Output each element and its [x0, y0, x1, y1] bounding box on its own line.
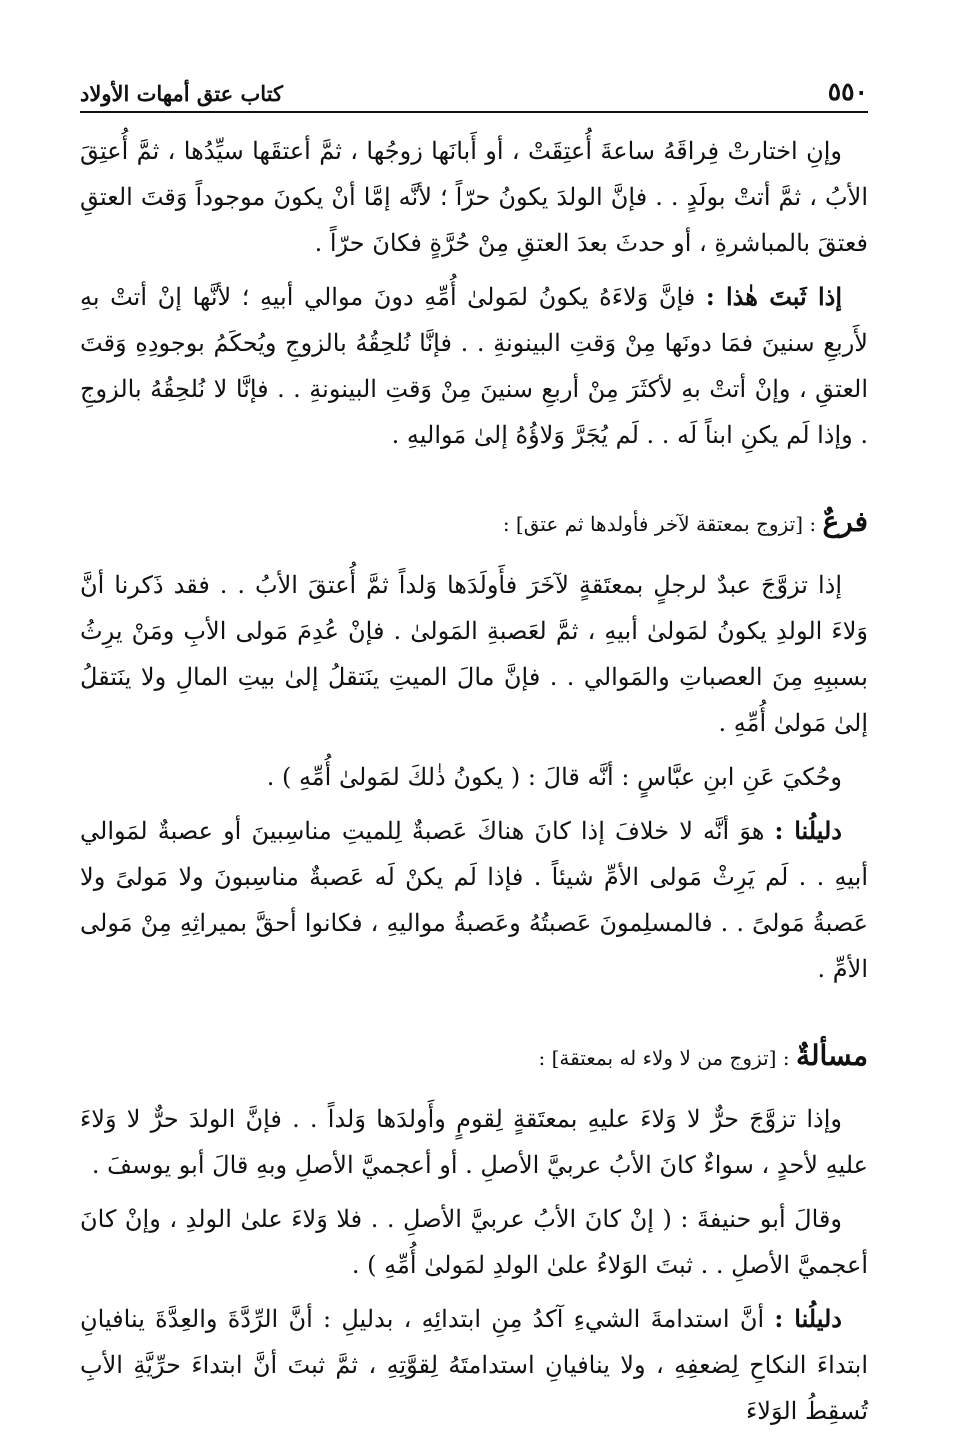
- paragraph-7: وقالَ أبو حنيفةَ : ( إنْ كانَ الأبُ عربيَّ الأصلِ . . فلا وَلاءَ علىٰ الولدِ ، وإنْ كانَ أعجميَّ الأصلِ . . ثبتَ الوَلاءُ علىٰ الولدِ لمَولىٰ أُمِّهِ ) .: [80, 1205, 868, 1279]
- section-subtitle: : [تزوج من لا ولاء له بمعتقة] :: [538, 1046, 796, 1070]
- page-number: ٥٥٠: [827, 77, 868, 106]
- section-heading-far: [80, 498, 868, 548]
- paragraph-2: [80, 274, 868, 458]
- paragraph-3: إذا تزوَّجَ عبدٌ لرجلٍ بمعتَقةٍ لآخَرَ فأَولَدَها وَلداً ثمَّ أُعتقَ الأبُ . . فقد ذَكرنا أنَّ وَلاءَ الولدِ يكونُ لمَولىٰ أبيهِ ، ثمَّ لعَصبةِ المَولىٰ . فإنْ عُدِمَ مَولى الأبِ ومَنْ يرِثُ بسببِهِ مِنَ العصباتِ والمَوالي . . فإنَّ مالَ الميتِ ينَتقلُ إلىٰ بيتِ المالِ ولا ينَتقلُ إلىٰ مَولىٰ أُمِّهِ .: [80, 571, 868, 737]
- section-heading-masala: [80, 1032, 868, 1082]
- header-rule: [80, 111, 868, 113]
- section-label: مسألةٌ: [795, 1039, 868, 1072]
- paragraph-5: [80, 808, 868, 992]
- section-subtitle: : [تزوج بمعتقة لآخر فأولدها ثم عتق] :: [502, 512, 823, 536]
- paragraph-4: وحُكيَ عَنِ ابنِ عبَّاسٍ : أنَّه قالَ : ( يكونُ ذٰلكَ لمَولىٰ أُمِّهِ ) .: [266, 763, 842, 791]
- page-header: [80, 72, 868, 106]
- paragraph-lead: إذا ثَبتَ هٰذا :: [705, 282, 843, 311]
- running-title: كتاب عتق أمهات الأولاد: [80, 81, 284, 106]
- paragraph-8: [80, 1296, 868, 1434]
- paragraph-text: أنَّ استدامةَ الشيءِ آكدُ مِنِ ابتدائِهِ ، بدليلِ : أنَّ الرِّدَّةَ والعِدَّةَ ينافيانِ ابتداءَ النكاحِ لِضعفِهِ ، ولا ينافيانِ استدامتَهُ لِقوَّتِهِ ، ثمَّ ثبتَ أنَّ ابتداءَ حرِّيَّةِ الأبِ تُسقِطُ الوَلاءَ: [80, 1305, 868, 1425]
- paragraph-6: وإذا تزوَّجَ حرٌّ لا وَلاءَ عليهِ بمعتَقةٍ لِقومٍ وأَولدَها وَلداً . . فإنَّ الولدَ حرٌّ لا وَلاءَ عليهِ لأحدٍ ، سواءٌ كانَ الأبُ عربيَّ الأصلِ . أو أعجميَّ الأصلِ وبهِ قالَ أبو يوسفَ .: [80, 1105, 868, 1179]
- page-body: [80, 128, 868, 1442]
- paragraph-lead: دليلُنا :: [774, 1304, 842, 1333]
- paragraph-text: فإنَّ وَلاءَهُ يكونُ لمَولىٰ أُمِّهِ دونَ موالي أبيهِ ؛ لأنَّها إنْ أتتْ بهِ لأَربعِ سنينَ فمَا دونَها مِنْ وَقتِ البينونةِ . . فإنَّا نُلحِقُهُ بالزوجِ ويُحكَمُ بوجودِهِ وَقتَ العتقِ ، وإنْ أتتْ بهِ لأكثَرَ مِنْ أربعِ سنينَ مِنْ وَقتِ البينونةِ . . فإنَّا لا نُلحِقُهُ بالزوجِ . وإذا لَم يكنِ ابناً لَه . . لَم يُجَرَّ وَلاؤُهُ إلىٰ مَواليهِ .: [80, 283, 868, 449]
- paragraph-1: وإنِ اختارتْ فِراقَهُ ساعةَ أُعتِقَتْ ، أو أَبانَها زوجُها ، ثمَّ أعتقَها سيِّدُها ، ثمَّ أُعتِقَ الأبُ ، ثمَّ أتتْ بولَدٍ . . فإنَّ الولدَ يكونُ حرّاً ؛ لأنَّه إمَّا أنْ يكونَ موجوداً وَقتَ العتقِ فعتقَ بالمباشرةِ ، أو حدثَ بعدَ العتقِ مِنْ حُرَّةٍ فكانَ حرّاً .: [80, 137, 868, 257]
- section-label: فرعٌ: [822, 505, 868, 538]
- paragraph-lead: دليلُنا :: [774, 816, 842, 845]
- paragraph-text: هوَ أنَّه لا خلافَ إذا كانَ هناكَ عَصبةٌ لِلميتِ مناسِبينَ أو عصبةٌ لمَوالي أبيهِ . . لَم يَرِثْ مَولى الأمِّ شيئاً . فإذا لَم يكنْ لَه عَصبةٌ مناسِبونَ ولا مَولىً ولا عَصبةُ مَولىً . . فالمسلِمونَ عَصبتُهُ وعَصبةُ مواليهِ ، فكانوا أحقَّ بميراثِهِ مِنْ مَولى الأمِّ .: [80, 817, 868, 983]
